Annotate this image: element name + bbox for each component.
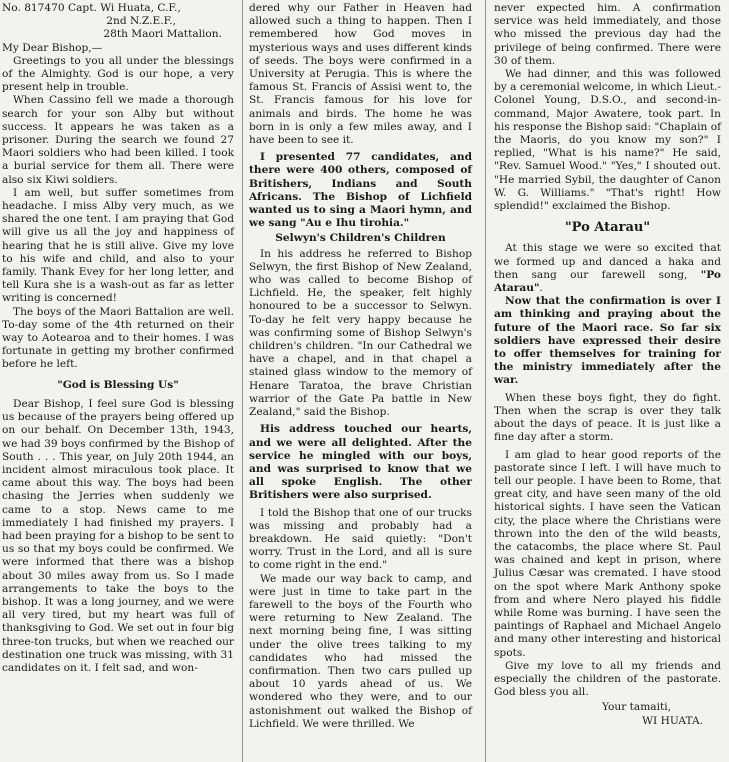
header-line-2: 2nd N.Z.E.F., [106,15,176,28]
paragraph: Greetings to you all under the blessings of the Almighty. God is our hope, a very present help in trouble. [2,54,234,94]
header-line-1: No. 817470 Capt. Wi Huata, C.F., [2,2,181,14]
paragraph: When these boys fight, they do fight. Then when the scrap is over they talk about the days of peace. It is just like a fine day after a storm. [494,391,721,444]
section-heading: Selwyn's Children's Children [275,232,446,245]
bold-paragraph: His address touched our hearts, and we were all delighted. After the service he mingled with our boys, and was surprised to know that we all spoke English. The other Britishers were also surprised. [249,423,472,502]
column-1 [0,0,236,675]
bold-paragraph: Now that the confirmation is over I am thinking and praying about the future of the Maori race. So far six soldiers have expressed their desire to offer themselves for training for the ministry immediately after the war. [494,295,721,387]
column-3 [485,0,729,762]
paragraph: I am well, but suffer sometimes from headache. I miss Alby very much, as we shared the one tent. I am praying that God will give us all the joy and happiness of hearing that he is still alive. Give my love to his wife and child, and also to your family. Thank Evey for her long letter, and tell Kura she is a wash-out as far as letter writing is concerned! [2,186,234,305]
paragraph: When Cassino fell we made a thorough search for your son Alby but without success. It appears he was taken as a prisoner. During the search we found 27 Maori soldiers who had been killed. I took a burial service for them all. There were also six Kiwi soldiers. [2,94,234,186]
paragraph: never expected him. A confirmation service was held immediately, and those who missed the previous day had the privilege of being confirmed. There were 30 of them. [494,2,721,67]
paragraph: The boys of the Maori Battalion are well. To-day some of the 4th returned on their way to Aotearoa and to their homes. I was fortunate in getting my brother confirmed before he left. [2,305,234,371]
paragraph [494,242,721,295]
section-heading: "God is Blessing Us" [57,378,179,391]
paragraph: I am glad to hear good reports of the pastorate since I left. I will have much to tell our people. I have been to Rome, that great city, and have seen many of the old historical sights. I have seen the Vatican city, the place where the Christians were thrown into the den of the wild beasts, the catacombs, the place where St. Paul was chained and kept in prison, where Julius Cæsar was cremated. I have stood on the spot where Mark Anthony spoke from and where Nero played his fiddle while Rome was burning. I have seen the paintings of Raphael and Michael Angelo and many other interesting and historical spots. [494,448,721,659]
paragraph: Dear Bishop, I feel sure God is blessing us because of the prayers being offered up on our behalf. On December 13th, 1943, we had 39 boys confirmed by the Bishop of South . . . This year, on July 20th 1944, an incident almost miraculous took place. It came about this way. The boys had been chasing the Jerries when suddenly we came to a stop. News came to me immediately I had finished my prayers. I had been praying for a bishop to be sent to us so that my boys could be confirmed. We were informed that there was a bishop about 30 miles away from us. So I made arrangements to take the boys to the bishop. It was a long journey, and we were all very tired, but my heart was full of thanksgiving to God. We set out in four big three-ton trucks, but when we reached our destination one truck was missing, with 31 candidates on it. I felt sad, and won- [2,397,234,674]
paragraph: Give my love to all my friends and especially the children of the pastorate. God bless you all. [494,659,721,699]
paragraph-text: At this stage we were so excited that we formed up and danced a haka and then sang our farewell song, [494,242,721,281]
signature: WI HUATA. [642,714,703,727]
header-line-3: 28th Maori Mattalion. [103,28,222,41]
song-title: "Po Atarau" [494,268,721,295]
paragraph: In his address he referred to Bishop Selwyn, the first Bishop of New Zealand, who was called to become Bishop of Lichfield. He, the speaker, felt highly honoured to be a successor to Selwyn. To-day he felt very happy because he was confirming some of Bishop Selwyn's children's children. "In our Cathedral we have a chapel, and in that chapel a stained glass window to the memory of Henare Taratoa, the brave Christian warrior of the Gate Pa battle in New Zealand," said the Bishop. [249,247,472,419]
paragraph: I told the Bishop that one of our trucks was missing and probably had a breakdown. He said quietly: "Don't worry. Trust in the Lord, and all is sure to come right in the end." [249,506,472,572]
bold-paragraph: I presented 77 candidates, and there were 400 others, composed of Britishers, Indians and South Africans. The Bishop of Lichfield wanted us to sing a Maori hymn, and we sang "Au e Ihu tirohia." [249,151,472,230]
paragraph: dered why our Father in Heaven had allowed such a thing to happen. Then I remembered how God moves in mysterious ways and uses different kinds of seeds. The boys were confirmed in a University at Perugia. This is where the famous St. Francis of Assisi went to, the St. Francis famous for his love for animals and birds. The home he was born in is only a few miles away, and I have been to see it. [249,2,472,147]
closing: Your tamaiti, [601,701,671,714]
paragraph: We made our way back to camp, and were just in time to take part in the farewell to the boys of the Fourth who were returning to New Zealand. The next morning being fine, I was sitting under the olive trees talking to my candidates who had missed the confirmation. Then two cars pulled up about 10 yards ahead of us. We wondered who they were, and to our astonishment out walked the Bishop of Lichfield. We were thrilled. We [249,572,472,730]
paragraph-text: . [539,282,543,295]
salutation: My Dear Bishop,— [2,41,103,54]
column-2 [242,0,474,762]
paragraph: We had dinner, and this was followed by a ceremonial welcome, in which Lieut.-Colonel Young, D.S.O., and second-in-command, Major Awatere, took part. In his response the Bishop said: "Chaplain of the Maoris, do you know my son?" I replied, "What is his name?" He said, "Rev. Samuel Wood." "Yes," I shouted out. "He married Sybil, the daughter of Canon W. G. Williams." "That's right! How splendid!" exclaimed the Bishop. [494,68,721,213]
section-heading: "Po Atarau" [564,220,651,236]
